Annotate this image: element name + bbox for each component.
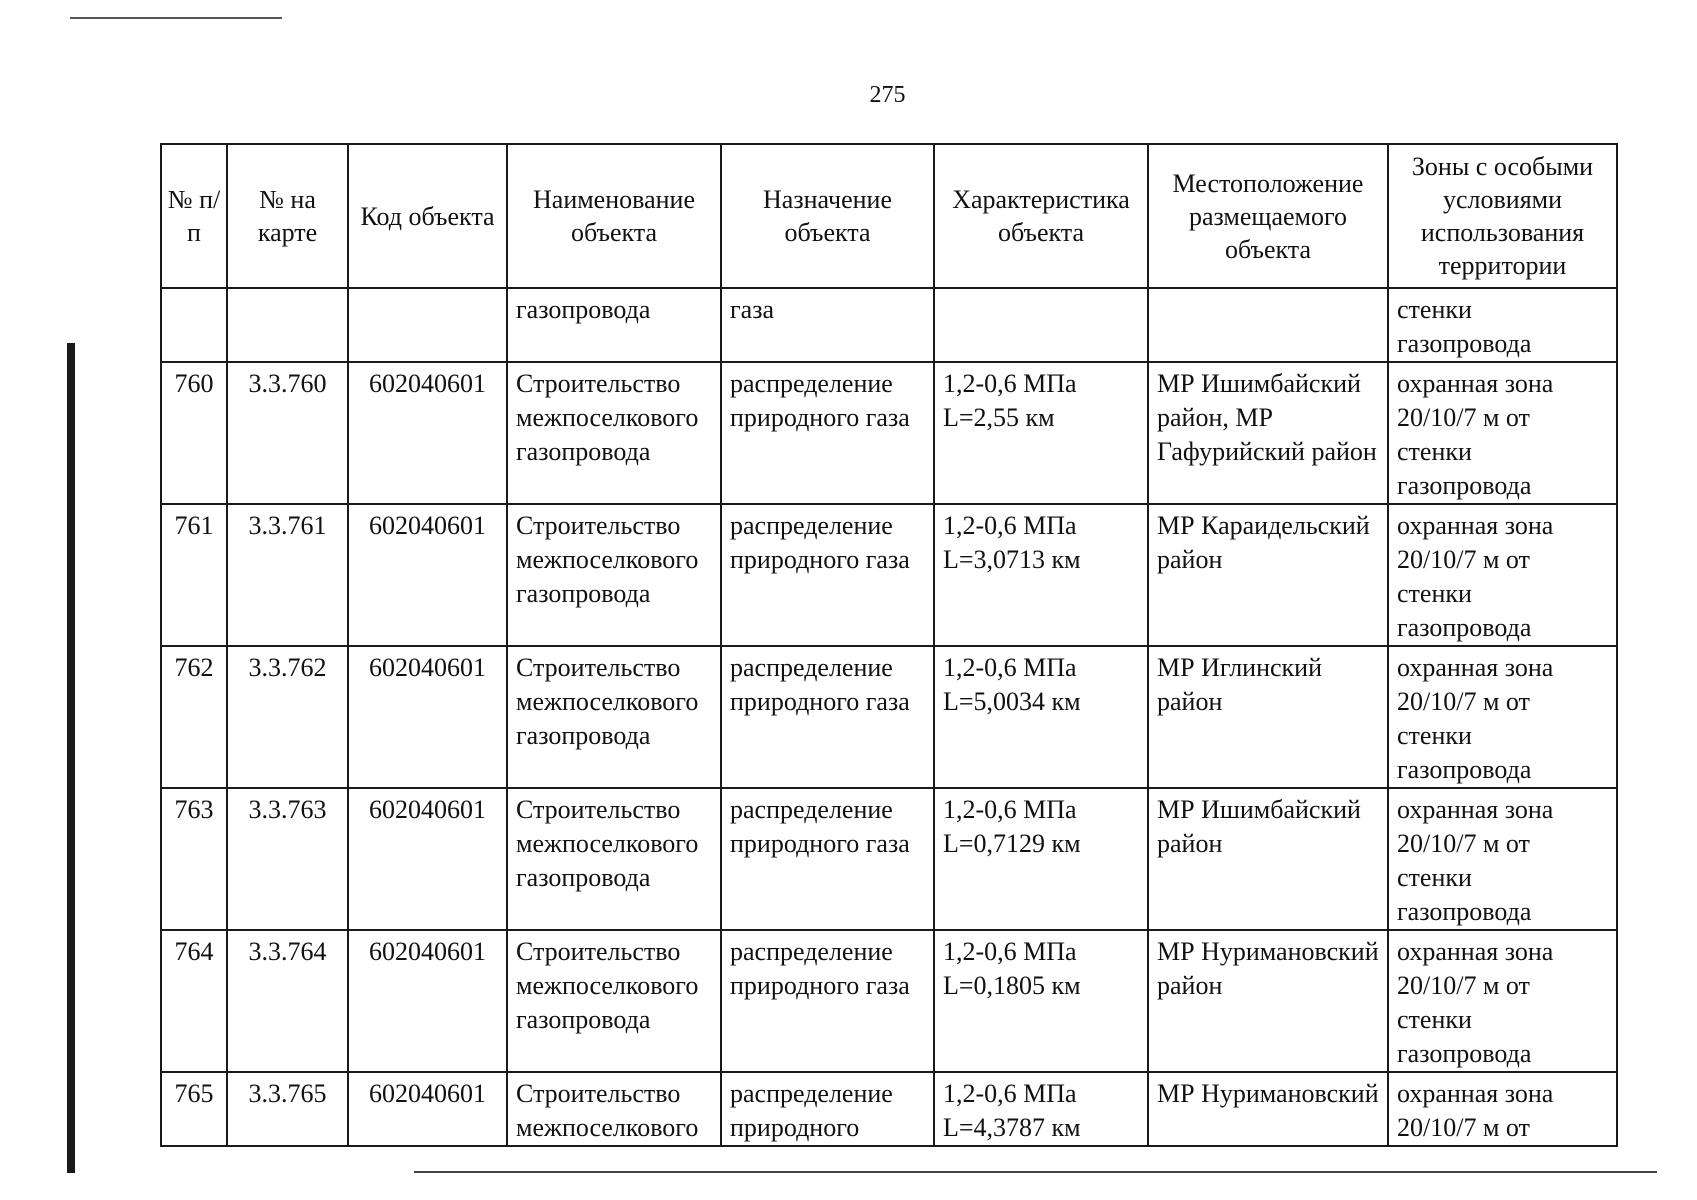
cell-location: МР Нуримановский район: [1148, 930, 1388, 1072]
cell-special-zones: охранная зона 20/10/7 м от стенки газопровода: [1388, 362, 1617, 504]
cell-number: 761: [161, 504, 227, 646]
cell-location: МР Ишимбайский район: [1148, 788, 1388, 930]
cell-number: 763: [161, 788, 227, 930]
table-row: [161, 646, 1617, 788]
cell-map-number: 3.3.763: [227, 788, 348, 930]
cell-object-name: Строительство межпоселкового газопровода: [507, 504, 721, 646]
cell-special-zones: охранная зона 20/10/7 м от стенки газопровода: [1388, 504, 1617, 646]
cell-object-code: 602040601: [348, 362, 507, 504]
cell-number: 762: [161, 646, 227, 788]
cell-purpose: газа: [721, 288, 934, 362]
cell-special-zones: охранная зона 20/10/7 м от стенки газопровода: [1388, 788, 1617, 930]
cell-object-name: Строительство межпоселкового газопровода: [507, 362, 721, 504]
cell-object-code: 602040601: [348, 504, 507, 646]
header-cell-purpose: Назначение объекта: [721, 144, 934, 288]
cell-map-number: [227, 288, 348, 362]
header-cell-object-name: Наименование объекта: [507, 144, 721, 288]
cell-characteristic: 1,2-0,6 МПа L=2,55 км: [934, 362, 1148, 504]
cell-number: 764: [161, 930, 227, 1072]
cell-special-zones: охранная зона 20/10/7 м от стенки газопровода: [1388, 646, 1617, 788]
cell-object-code: 602040601: [348, 646, 507, 788]
cell-characteristic: 1,2-0,6 МПа L=0,7129 км: [934, 788, 1148, 930]
table-row: [161, 1072, 1617, 1146]
header-cell-number: № п/п: [161, 144, 227, 288]
cell-map-number: 3.3.761: [227, 504, 348, 646]
cell-characteristic: 1,2-0,6 МПа L=3,0713 км: [934, 504, 1148, 646]
cell-object-name: газопровода: [507, 288, 721, 362]
header-cell-map-number: № на карте: [227, 144, 348, 288]
objects-table: [160, 143, 1618, 1147]
cell-object-name: Строительство межпоселкового газопровода: [507, 646, 721, 788]
cell-purpose: распределение природного газа: [721, 788, 934, 930]
cell-characteristic: 1,2-0,6 МПа L=4,3787 км: [934, 1072, 1148, 1146]
cell-object-name: Строительство межпоселкового газопровода: [507, 930, 721, 1072]
header-cell-special-zones: Зоны с особыми условиями использования территории: [1388, 144, 1617, 288]
cell-location: [1148, 288, 1388, 362]
cell-map-number: 3.3.765: [227, 1072, 348, 1146]
scan-artifact-left-bar: [67, 343, 75, 1173]
page-number: 275: [869, 82, 906, 108]
cell-special-zones: охранная зона 20/10/7 м от стенки газопровода: [1388, 930, 1617, 1072]
cell-object-name: Строительство межпоселкового газопровода: [507, 788, 721, 930]
header-cell-characteristic: Характеристика объекта: [934, 144, 1148, 288]
cell-number: 760: [161, 362, 227, 504]
cell-object-name: Строительство межпоселкового: [507, 1072, 721, 1146]
cell-object-code: 602040601: [348, 930, 507, 1072]
cell-object-code: 602040601: [348, 1072, 507, 1146]
table-row: [161, 362, 1617, 504]
cell-purpose: распределение природного: [721, 1072, 934, 1146]
table-row: [161, 930, 1617, 1072]
header-cell-location: Местоположение размещаемого объекта: [1148, 144, 1388, 288]
table-header: [161, 144, 1617, 288]
cell-special-zones: охранная зона 20/10/7 м от: [1388, 1072, 1617, 1146]
cell-location: МР Караидельский район: [1148, 504, 1388, 646]
cell-characteristic: 1,2-0,6 МПа L=0,1805 км: [934, 930, 1148, 1072]
header-row: [161, 144, 1617, 288]
cell-location: МР Ишимбайский район, МР Гафурийский район: [1148, 362, 1388, 504]
cell-purpose: распределение природного газа: [721, 504, 934, 646]
table-body: [161, 288, 1617, 1146]
cell-map-number: 3.3.762: [227, 646, 348, 788]
table-row-continuation: [161, 288, 1617, 362]
cell-characteristic: [934, 288, 1148, 362]
cell-purpose: распределение природного газа: [721, 646, 934, 788]
cell-purpose: распределение природного газа: [721, 362, 934, 504]
header-cell-object-code: Код объекта: [348, 144, 507, 288]
table-row: [161, 788, 1617, 930]
cell-object-code: [348, 288, 507, 362]
cell-purpose: распределение природного газа: [721, 930, 934, 1072]
cell-characteristic: 1,2-0,6 МПа L=5,0034 км: [934, 646, 1148, 788]
scan-artifact-bottom-line: [414, 1171, 1657, 1173]
cell-special-zones: стенки газопровода: [1388, 288, 1617, 362]
cell-location: МР Иглинский район: [1148, 646, 1388, 788]
scan-artifact-top-line: [70, 17, 282, 19]
cell-number: 765: [161, 1072, 227, 1146]
cell-number: [161, 288, 227, 362]
cell-object-code: 602040601: [348, 788, 507, 930]
table-row: [161, 504, 1617, 646]
cell-map-number: 3.3.764: [227, 930, 348, 1072]
cell-map-number: 3.3.760: [227, 362, 348, 504]
cell-location: МР Нуримановский: [1148, 1072, 1388, 1146]
